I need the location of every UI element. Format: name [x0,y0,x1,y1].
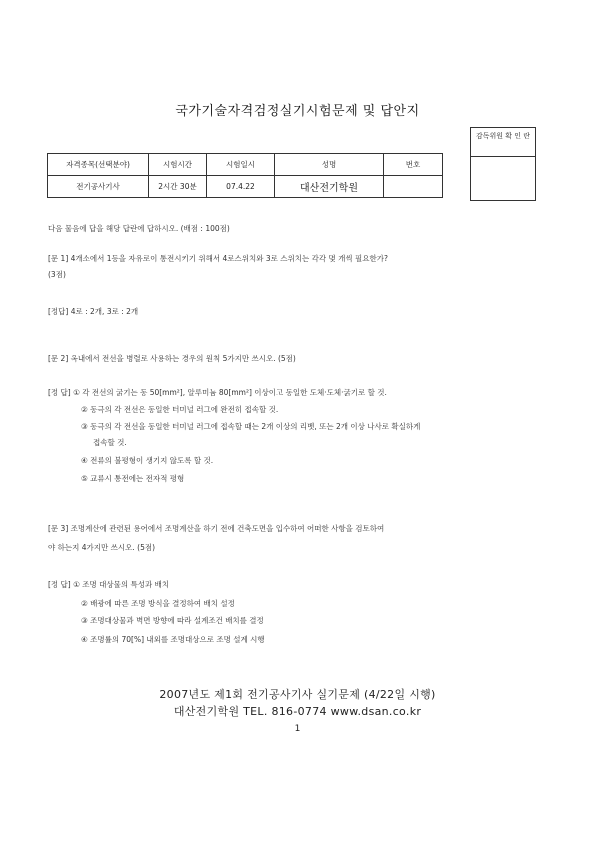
instructions: 다음 물음에 답을 해당 답란에 답하시오. (배점 : 100점) [48,224,230,233]
info-value-row [48,176,443,198]
value-name: 대산전기학원 [275,176,384,198]
q1-question: [문 1] 4개소에서 1등을 자유로이 통전시키기 위해서 4로스위치와 3로 스위치는 각각 몇 개씩 필요한가? [48,254,388,263]
header-name: 성명 [275,154,384,176]
q2-answer-1: [정 답] ① 각 전선의 굵기는 동 50[mm²], 알루미늄 80[mm²] 이상이고 동일한 도체·도체·굵기로 할 것. [48,388,387,397]
header-subject: 자격종목(선택분야) [48,154,149,176]
header-date: 시험일시 [207,154,275,176]
inspector-stamp-label: 감독위원 확 인 란 [471,128,535,157]
value-date: 07.4.22 [207,176,275,198]
exam-info-table [47,153,443,198]
q2-answer-2: ② 동극의 각 전선은 동일한 터미널 러그에 완전히 접속할 것. [81,405,279,414]
page-number: 1 [294,724,301,734]
q1-answer: [정답] 4로 : 2개, 3로 : 2개 [48,307,139,316]
q3-question: [문 3] 조명계산에 관련된 용어에서 조명계산을 하기 전에 건축도면을 입수하여 어떠한 사항을 검토하여 [48,524,385,533]
q3-answer-2: ② 배광에 따른 조명 방식을 결정하여 배치 설정 [81,599,235,608]
q2-answer-3: ③ 동극의 각 전선을 동일한 터미널 러그에 접속할 때는 2개 이상의 리벳, 또는 2개 이상 나사로 확실하게 [81,422,421,431]
q2-answer-4: ④ 전류의 불평형이 생기지 않도록 할 것. [81,456,214,465]
q1-question-points: (3점) [48,270,66,279]
header-duration: 시험시간 [149,154,207,176]
header-number: 번호 [384,154,443,176]
inspector-stamp-box [470,127,536,201]
value-subject: 전기공사기사 [48,176,149,198]
q3-question-cont: 야 하는지 4가지만 쓰시오. (5점) [48,543,156,552]
q2-question: [문 2] 옥내에서 전선을 병렬로 사용하는 경우의 원칙 5가지만 쓰시오. (5점) [48,354,296,363]
q2-answer-3-cont: 접속할 것. [93,438,127,447]
page-title: 국가기술자격검정실기시험문제 및 답안지 [175,104,420,119]
info-header-row [48,154,443,176]
value-duration: 2시간 30분 [149,176,207,198]
footer-exam-info: 2007년도 제1회 전기공사기사 실기문제 (4/22일 시행) [159,688,436,701]
footer-contact: 대산전기학원 TEL. 816-0774 www.dsan.co.kr [173,705,422,718]
q2-answer-5: ⑤ 교류시 통전에는 전자적 평형 [81,474,185,483]
q3-answer-1: [정 답] ① 조명 대상물의 특성과 배치 [48,580,170,589]
q3-answer-4: ④ 조명률의 70[%] 내외를 조명대상으로 조명 설계 시행 [81,635,265,644]
q3-answer-3: ③ 조명대상물과 벽면 방향에 따라 설계조건 배치를 결정 [81,616,264,625]
value-number [384,176,443,198]
